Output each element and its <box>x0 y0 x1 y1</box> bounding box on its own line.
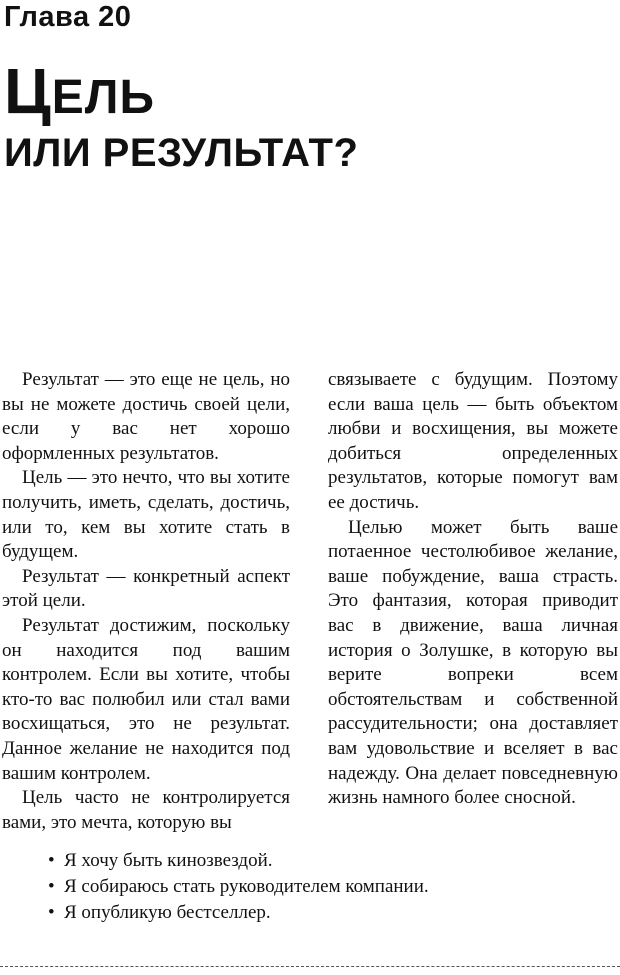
list-item <box>48 848 429 874</box>
title-line-1-rest: ЕЛЬ <box>51 71 155 124</box>
chapter-title <box>4 55 359 177</box>
list-item-text: Я опубликую бестселлер. <box>64 902 271 923</box>
paragraph: связываете с будущим. Поэтому если ваша цель — быть объектом любви и восхищения, вы можете добиться определенных результатов, которые помогут вам ее достичь. <box>328 369 618 513</box>
paragraph: Результат — это еще не цель, но вы не можете достичь своей цели, если у вас нет хорошо оформленных результатов. <box>2 369 290 464</box>
paragraph: Целью может быть ваше потаенное честолюбивое желание, ваше побуждение, ваша страсть. Это фантазия, которая приводит вас в движение, ваша личная история о Золушке, в которую вы верите вопреки всем обстоятельствам и собственной рассудительности; она доставляет вам удовольствие и вселяет в вас надежду. Она делает повседневную жизнь намного более сносной. <box>328 516 618 809</box>
title-initial: Ц <box>4 55 52 127</box>
right-column <box>328 368 618 811</box>
paragraph: Цель часто не контролируется вами, это мечта, которую вы <box>2 787 290 833</box>
list-item-text: Я собираюсь стать руководителем компании. <box>64 876 429 897</box>
left-column <box>2 368 290 835</box>
paragraph: Результат — конкретный аспект этой цели. <box>2 565 290 612</box>
title-line-2: ИЛИ РЕЗУЛЬТАТ? <box>4 131 359 175</box>
list-item <box>48 874 429 900</box>
chapter-label: Глава 20 <box>4 1 132 33</box>
bullet-icon: • <box>48 876 55 897</box>
bullet-icon: • <box>48 850 55 871</box>
footer-divider <box>0 966 620 967</box>
bullet-list <box>48 848 429 926</box>
title-line-1 <box>4 55 358 127</box>
bullet-icon: • <box>48 902 55 923</box>
paragraph: Цель — это нечто, что вы хотите получить, иметь, сделать, достичь, или то, кем вы хотите стать в будущем. <box>2 467 290 563</box>
paragraph: Результат достижим, поскольку он находится под вашим контролем. Если вы хотите, чтобы кто-то вас полюбил или стал вами восхищаться, это не результат. Данное желание не находится под вашим контролем. <box>2 614 290 784</box>
list-item-text: Я хочу быть кинозвездой. <box>64 850 273 871</box>
list-item <box>48 900 429 926</box>
